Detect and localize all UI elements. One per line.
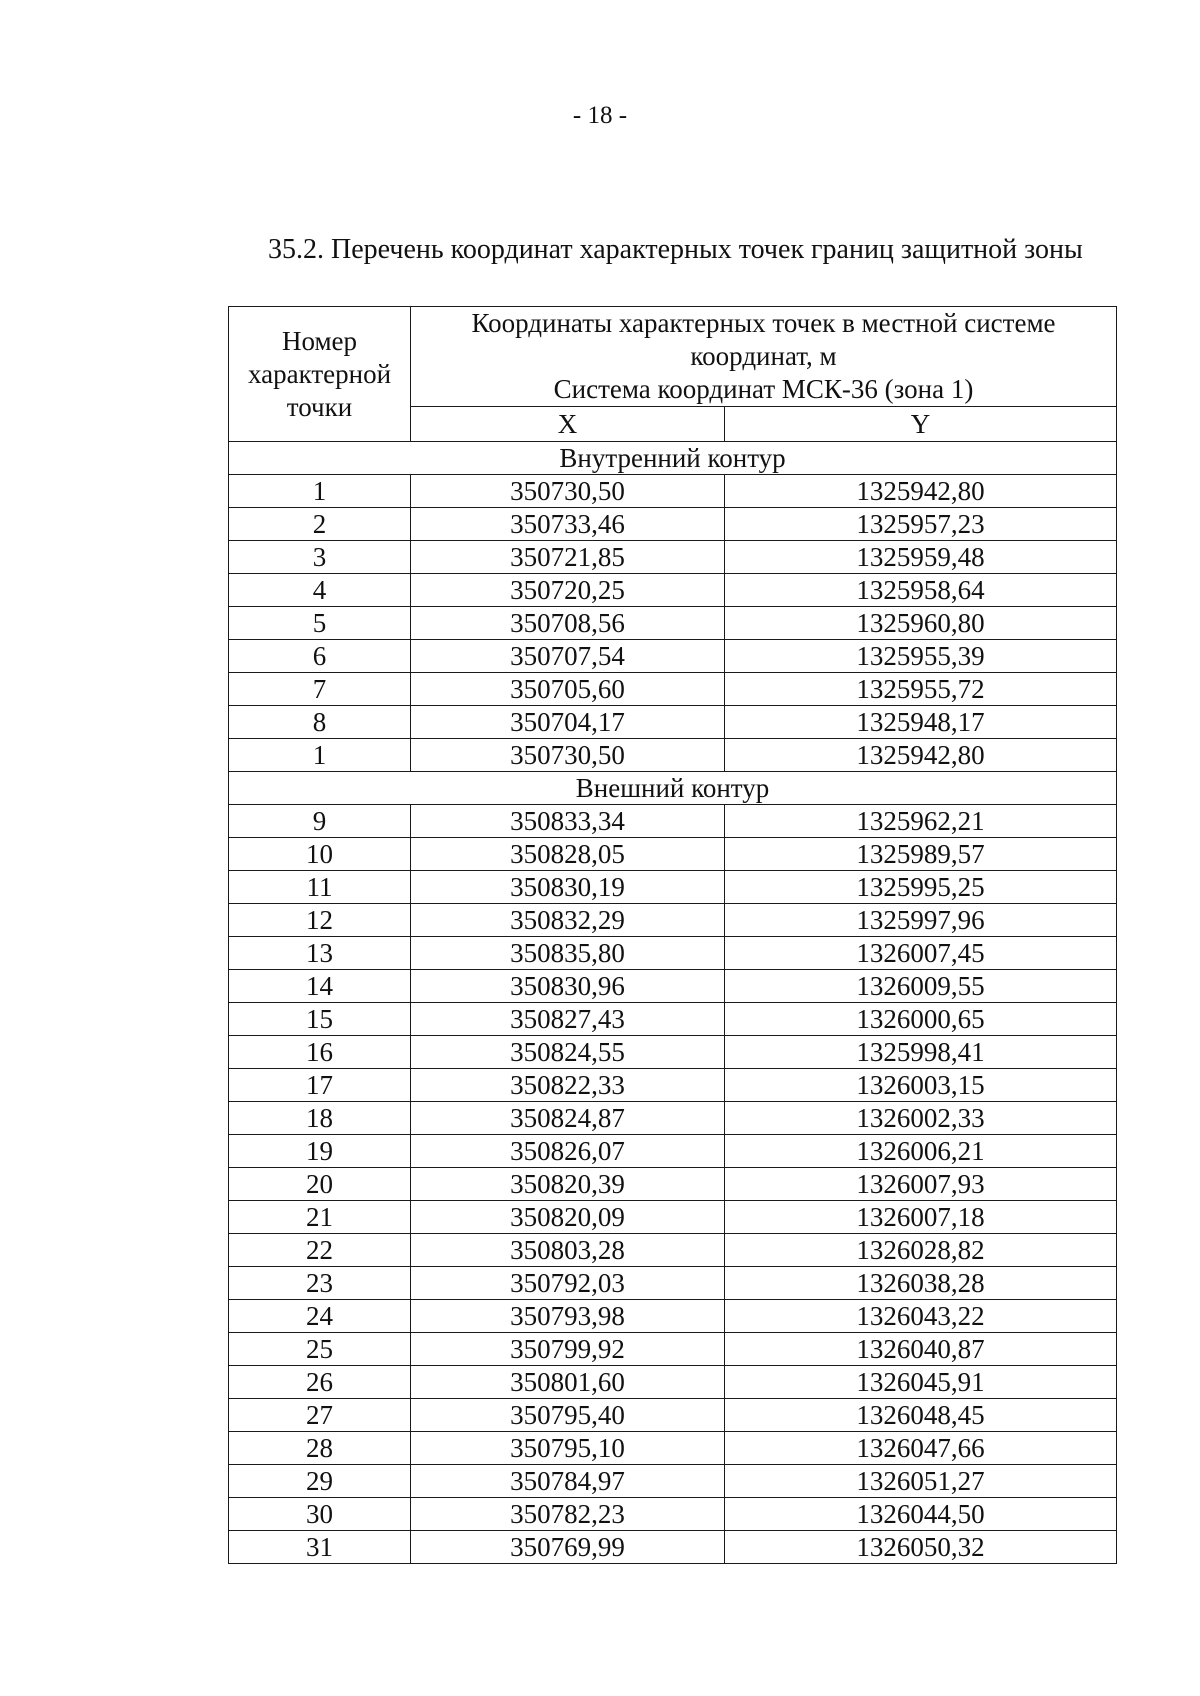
point-number-cell: 28 <box>229 1432 411 1465</box>
point-number-cell: 29 <box>229 1465 411 1498</box>
y-coordinate-cell: 1325942,80 <box>725 475 1117 508</box>
x-coordinate-cell: 350705,60 <box>411 673 725 706</box>
y-coordinate-cell: 1326051,27 <box>725 1465 1117 1498</box>
table-row <box>229 1036 1117 1069</box>
point-number-cell: 27 <box>229 1399 411 1432</box>
x-coordinate-cell: 350704,17 <box>411 706 725 739</box>
point-number-cell: 25 <box>229 1333 411 1366</box>
point-number-cell: 7 <box>229 673 411 706</box>
header-x: X <box>411 407 725 442</box>
y-coordinate-cell: 1325957,23 <box>725 508 1117 541</box>
y-coordinate-cell: 1325998,41 <box>725 1036 1117 1069</box>
table-row <box>229 607 1117 640</box>
table-row <box>229 1201 1117 1234</box>
table-row <box>229 1069 1117 1102</box>
point-number-cell: 24 <box>229 1300 411 1333</box>
point-number-cell: 21 <box>229 1201 411 1234</box>
point-number-cell: 8 <box>229 706 411 739</box>
table-row <box>229 1234 1117 1267</box>
page-number: - 18 - <box>572 102 628 129</box>
x-coordinate-cell: 350708,56 <box>411 607 725 640</box>
table-row <box>229 706 1117 739</box>
x-coordinate-cell: 350795,10 <box>411 1432 725 1465</box>
x-coordinate-cell: 350833,34 <box>411 805 725 838</box>
y-coordinate-cell: 1325955,39 <box>725 640 1117 673</box>
x-coordinate-cell: 350799,92 <box>411 1333 725 1366</box>
x-coordinate-cell: 350832,29 <box>411 904 725 937</box>
y-coordinate-cell: 1326047,66 <box>725 1432 1117 1465</box>
y-coordinate-cell: 1325942,80 <box>725 739 1117 772</box>
coordinates-table <box>228 306 1117 1564</box>
x-coordinate-cell: 350826,07 <box>411 1135 725 1168</box>
section-title: 35.2. Перечень координат характерных точек границ защитной зоны <box>268 234 1083 265</box>
table-row <box>229 805 1117 838</box>
table-row <box>229 1003 1117 1036</box>
x-coordinate-cell: 350824,55 <box>411 1036 725 1069</box>
y-coordinate-cell: 1326002,33 <box>725 1102 1117 1135</box>
x-coordinate-cell: 350827,43 <box>411 1003 725 1036</box>
point-number-cell: 23 <box>229 1267 411 1300</box>
table-row <box>229 1366 1117 1399</box>
point-number-cell: 31 <box>229 1531 411 1564</box>
y-coordinate-cell: 1325962,21 <box>725 805 1117 838</box>
table-row <box>229 1267 1117 1300</box>
y-coordinate-cell: 1326007,45 <box>725 937 1117 970</box>
y-coordinate-cell: 1325948,17 <box>725 706 1117 739</box>
table-row <box>229 1300 1117 1333</box>
y-coordinate-cell: 1325958,64 <box>725 574 1117 607</box>
table-row <box>229 640 1117 673</box>
y-coordinate-cell: 1326006,21 <box>725 1135 1117 1168</box>
point-number-cell: 3 <box>229 541 411 574</box>
header-coordinates-line: Координаты характерных точек в местной системе <box>471 308 1056 338</box>
y-coordinate-cell: 1326003,15 <box>725 1069 1117 1102</box>
table-row <box>229 838 1117 871</box>
y-coordinate-cell: 1326048,45 <box>725 1399 1117 1432</box>
x-coordinate-cell: 350835,80 <box>411 937 725 970</box>
y-coordinate-cell: 1326044,50 <box>725 1498 1117 1531</box>
x-coordinate-cell: 350733,46 <box>411 508 725 541</box>
x-coordinate-cell: 350830,19 <box>411 871 725 904</box>
point-number-cell: 16 <box>229 1036 411 1069</box>
section-row <box>229 772 1117 805</box>
section-title-cell: Внутренний контур <box>229 442 1117 475</box>
point-number-cell: 22 <box>229 1234 411 1267</box>
point-number-cell: 13 <box>229 937 411 970</box>
x-coordinate-cell: 350820,39 <box>411 1168 725 1201</box>
y-coordinate-cell: 1326009,55 <box>725 970 1117 1003</box>
x-coordinate-cell: 350793,98 <box>411 1300 725 1333</box>
table-row <box>229 904 1117 937</box>
point-number-cell: 12 <box>229 904 411 937</box>
x-coordinate-cell: 350828,05 <box>411 838 725 871</box>
x-coordinate-cell: 350822,33 <box>411 1069 725 1102</box>
header-point-number-line: точки <box>286 391 353 422</box>
point-number-cell: 20 <box>229 1168 411 1201</box>
point-number-cell: 30 <box>229 1498 411 1531</box>
y-coordinate-cell: 1325955,72 <box>725 673 1117 706</box>
table-row <box>229 475 1117 508</box>
x-coordinate-cell: 350795,40 <box>411 1399 725 1432</box>
point-number-cell: 1 <box>229 739 411 772</box>
point-number-cell: 2 <box>229 508 411 541</box>
table-row <box>229 937 1117 970</box>
header-point-number <box>229 307 411 442</box>
x-coordinate-cell: 350784,97 <box>411 1465 725 1498</box>
x-coordinate-cell: 350720,25 <box>411 574 725 607</box>
point-number-cell: 10 <box>229 838 411 871</box>
table-row <box>229 1168 1117 1201</box>
x-coordinate-cell: 350769,99 <box>411 1531 725 1564</box>
section-title-cell: Внешний контур <box>229 772 1117 805</box>
y-coordinate-cell: 1326007,93 <box>725 1168 1117 1201</box>
point-number-cell: 4 <box>229 574 411 607</box>
header-point-number-line: характерной <box>247 358 392 389</box>
x-coordinate-cell: 350782,23 <box>411 1498 725 1531</box>
x-coordinate-cell: 350721,85 <box>411 541 725 574</box>
table-row <box>229 574 1117 607</box>
x-coordinate-cell: 350730,50 <box>411 739 725 772</box>
y-coordinate-cell: 1326007,18 <box>725 1201 1117 1234</box>
point-number-cell: 17 <box>229 1069 411 1102</box>
table-row <box>229 1399 1117 1432</box>
y-coordinate-cell: 1326000,65 <box>725 1003 1117 1036</box>
point-number-cell: 9 <box>229 805 411 838</box>
point-number-cell: 5 <box>229 607 411 640</box>
x-coordinate-cell: 350820,09 <box>411 1201 725 1234</box>
x-coordinate-cell: 350824,87 <box>411 1102 725 1135</box>
y-coordinate-cell: 1325989,57 <box>725 838 1117 871</box>
table-row <box>229 739 1117 772</box>
table-row <box>229 1102 1117 1135</box>
coordinates-table-body <box>229 307 1117 1564</box>
point-number-cell: 6 <box>229 640 411 673</box>
header-y: Y <box>725 407 1117 442</box>
table-row <box>229 1333 1117 1366</box>
header-coordinates-line: координат, м <box>690 341 837 371</box>
table-header-row <box>229 307 1117 407</box>
table-row <box>229 673 1117 706</box>
table-row <box>229 871 1117 904</box>
y-coordinate-cell: 1326043,22 <box>725 1300 1117 1333</box>
y-coordinate-cell: 1326028,82 <box>725 1234 1117 1267</box>
point-number-cell: 14 <box>229 970 411 1003</box>
point-number-cell: 11 <box>229 871 411 904</box>
x-coordinate-cell: 350707,54 <box>411 640 725 673</box>
y-coordinate-cell: 1325960,80 <box>725 607 1117 640</box>
table-row <box>229 1531 1117 1564</box>
point-number-cell: 19 <box>229 1135 411 1168</box>
table-row <box>229 1135 1117 1168</box>
header-coordinates-line: Система координат МСК-36 (зона 1) <box>553 374 974 404</box>
table-row <box>229 1465 1117 1498</box>
y-coordinate-cell: 1326050,32 <box>725 1531 1117 1564</box>
x-coordinate-cell: 350792,03 <box>411 1267 725 1300</box>
table-row <box>229 1432 1117 1465</box>
table-row <box>229 970 1117 1003</box>
section-row <box>229 442 1117 475</box>
table-row <box>229 541 1117 574</box>
header-coordinates <box>411 307 1117 407</box>
point-number-cell: 1 <box>229 475 411 508</box>
x-coordinate-cell: 350801,60 <box>411 1366 725 1399</box>
header-point-number-line: Номер <box>281 325 358 356</box>
x-coordinate-cell: 350803,28 <box>411 1234 725 1267</box>
point-number-cell: 15 <box>229 1003 411 1036</box>
x-coordinate-cell: 350830,96 <box>411 970 725 1003</box>
point-number-cell: 18 <box>229 1102 411 1135</box>
y-coordinate-cell: 1326038,28 <box>725 1267 1117 1300</box>
y-coordinate-cell: 1325997,96 <box>725 904 1117 937</box>
table-row <box>229 1498 1117 1531</box>
x-coordinate-cell: 350730,50 <box>411 475 725 508</box>
y-coordinate-cell: 1325959,48 <box>725 541 1117 574</box>
y-coordinate-cell: 1326040,87 <box>725 1333 1117 1366</box>
table-row <box>229 508 1117 541</box>
y-coordinate-cell: 1325995,25 <box>725 871 1117 904</box>
point-number-cell: 26 <box>229 1366 411 1399</box>
y-coordinate-cell: 1326045,91 <box>725 1366 1117 1399</box>
